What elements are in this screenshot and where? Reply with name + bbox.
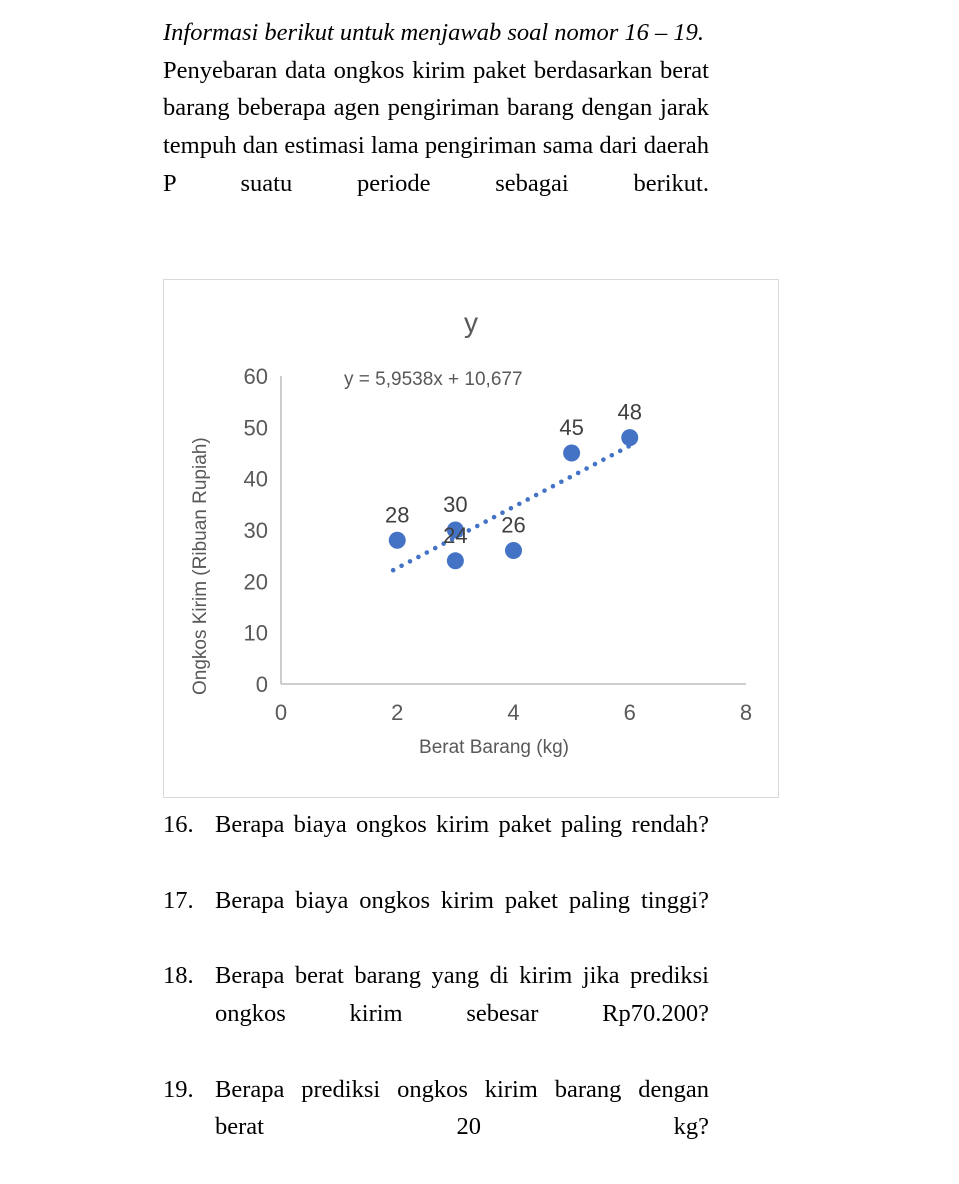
data-label: 28: [385, 502, 410, 528]
question-number: 19.: [163, 1075, 194, 1103]
data-point: [563, 445, 580, 462]
trendline-dot: [399, 563, 404, 568]
question-item: [163, 957, 709, 1070]
trendline-equation: y = 5,9538x + 10,677: [344, 369, 523, 390]
x-tick-label: 4: [507, 700, 520, 725]
trendline-dot: [559, 479, 564, 484]
data-label: 45: [559, 415, 584, 440]
questions-list: [163, 806, 709, 1184]
data-points: [389, 429, 639, 569]
x-tick-label: 2: [391, 700, 404, 725]
data-label: 48: [617, 399, 642, 425]
trendline-dot: [517, 502, 522, 507]
data-label: 26: [501, 512, 526, 538]
scatter-chart: [163, 279, 779, 798]
trendline-dot: [433, 546, 438, 551]
trendline-dot: [576, 471, 581, 476]
data-point: [447, 552, 464, 569]
data-point: [389, 532, 406, 549]
trendline-dot: [534, 493, 539, 498]
question-text: Berapa prediksi ongkos kirim barang dengan berat 20 kg?: [215, 1075, 709, 1141]
y-tick-label: 0: [255, 672, 268, 697]
question-number: 17.: [163, 886, 194, 914]
y-tick-label: 50: [243, 415, 268, 441]
trendline-dot: [492, 515, 497, 520]
trendline-dot: [551, 484, 556, 489]
x-tick-label: 0: [274, 700, 288, 725]
trendline-dot: [567, 475, 572, 480]
intro-passage: [163, 14, 709, 240]
question-item: [163, 882, 709, 958]
passage-lead: Informasi berikut untuk menjawab soal nomor 16 – 19.: [163, 19, 705, 46]
trendline-dot: [542, 488, 547, 493]
y-tick-label: 20: [243, 569, 268, 595]
trendline-dot: [483, 519, 488, 524]
trendline-dot: [425, 550, 430, 555]
trendline-dot: [593, 462, 598, 467]
question-number: 18.: [163, 962, 194, 990]
y-tick-label: 30: [243, 518, 268, 543]
question-text: Berapa biaya ongkos kirim paket paling tinggi?: [215, 886, 709, 914]
data-point: [621, 429, 638, 446]
data-point: [505, 542, 522, 559]
x-tick-labels: [275, 700, 752, 725]
y-tick-labels: [244, 364, 268, 697]
question-item: [163, 1071, 709, 1184]
question-text: Berapa berat barang yang di kirim jika prediksi ongkos kirim sebesar Rp70.200?: [215, 962, 709, 1027]
data-labels: [385, 400, 642, 548]
chart-title: y: [464, 307, 478, 338]
question-item: [163, 806, 709, 882]
x-tick-label: 8: [739, 700, 753, 725]
passage-body: Penyebaran data ongkos kirim paket berdasarkan berat barang beberapa agen pengiriman barang dengan jarak tempuh dan estimasi lama pengiriman sama dari daerah P suatu periode sebagai berikut.: [163, 56, 709, 197]
trendline-dot: [391, 568, 396, 573]
trendline-dot: [610, 453, 615, 458]
question-text: Berapa biaya ongkos kirim paket paling rendah?: [215, 811, 709, 838]
trendline-dot: [584, 466, 589, 471]
trendline-dot: [618, 449, 623, 454]
trendline-dot: [416, 555, 421, 560]
y-axis-label: Ongkos Kirim (Ribuan Rupiah): [190, 437, 211, 695]
trendline-dot: [509, 506, 514, 511]
trendline-dot: [408, 559, 413, 564]
question-number: 16.: [163, 811, 194, 838]
y-tick-label: 60: [243, 364, 268, 389]
x-tick-label: 6: [623, 700, 636, 725]
y-tick-label: 10: [243, 620, 268, 646]
data-label: 24: [443, 522, 468, 548]
y-tick-label: 40: [243, 466, 268, 492]
data-label: 30: [443, 492, 468, 517]
trendline-dot: [601, 457, 606, 462]
x-axis-label: Berat Barang (kg): [419, 737, 569, 758]
chart-canvas: [164, 280, 778, 797]
trendline-dot: [475, 524, 480, 529]
trendline-dot: [525, 497, 530, 502]
